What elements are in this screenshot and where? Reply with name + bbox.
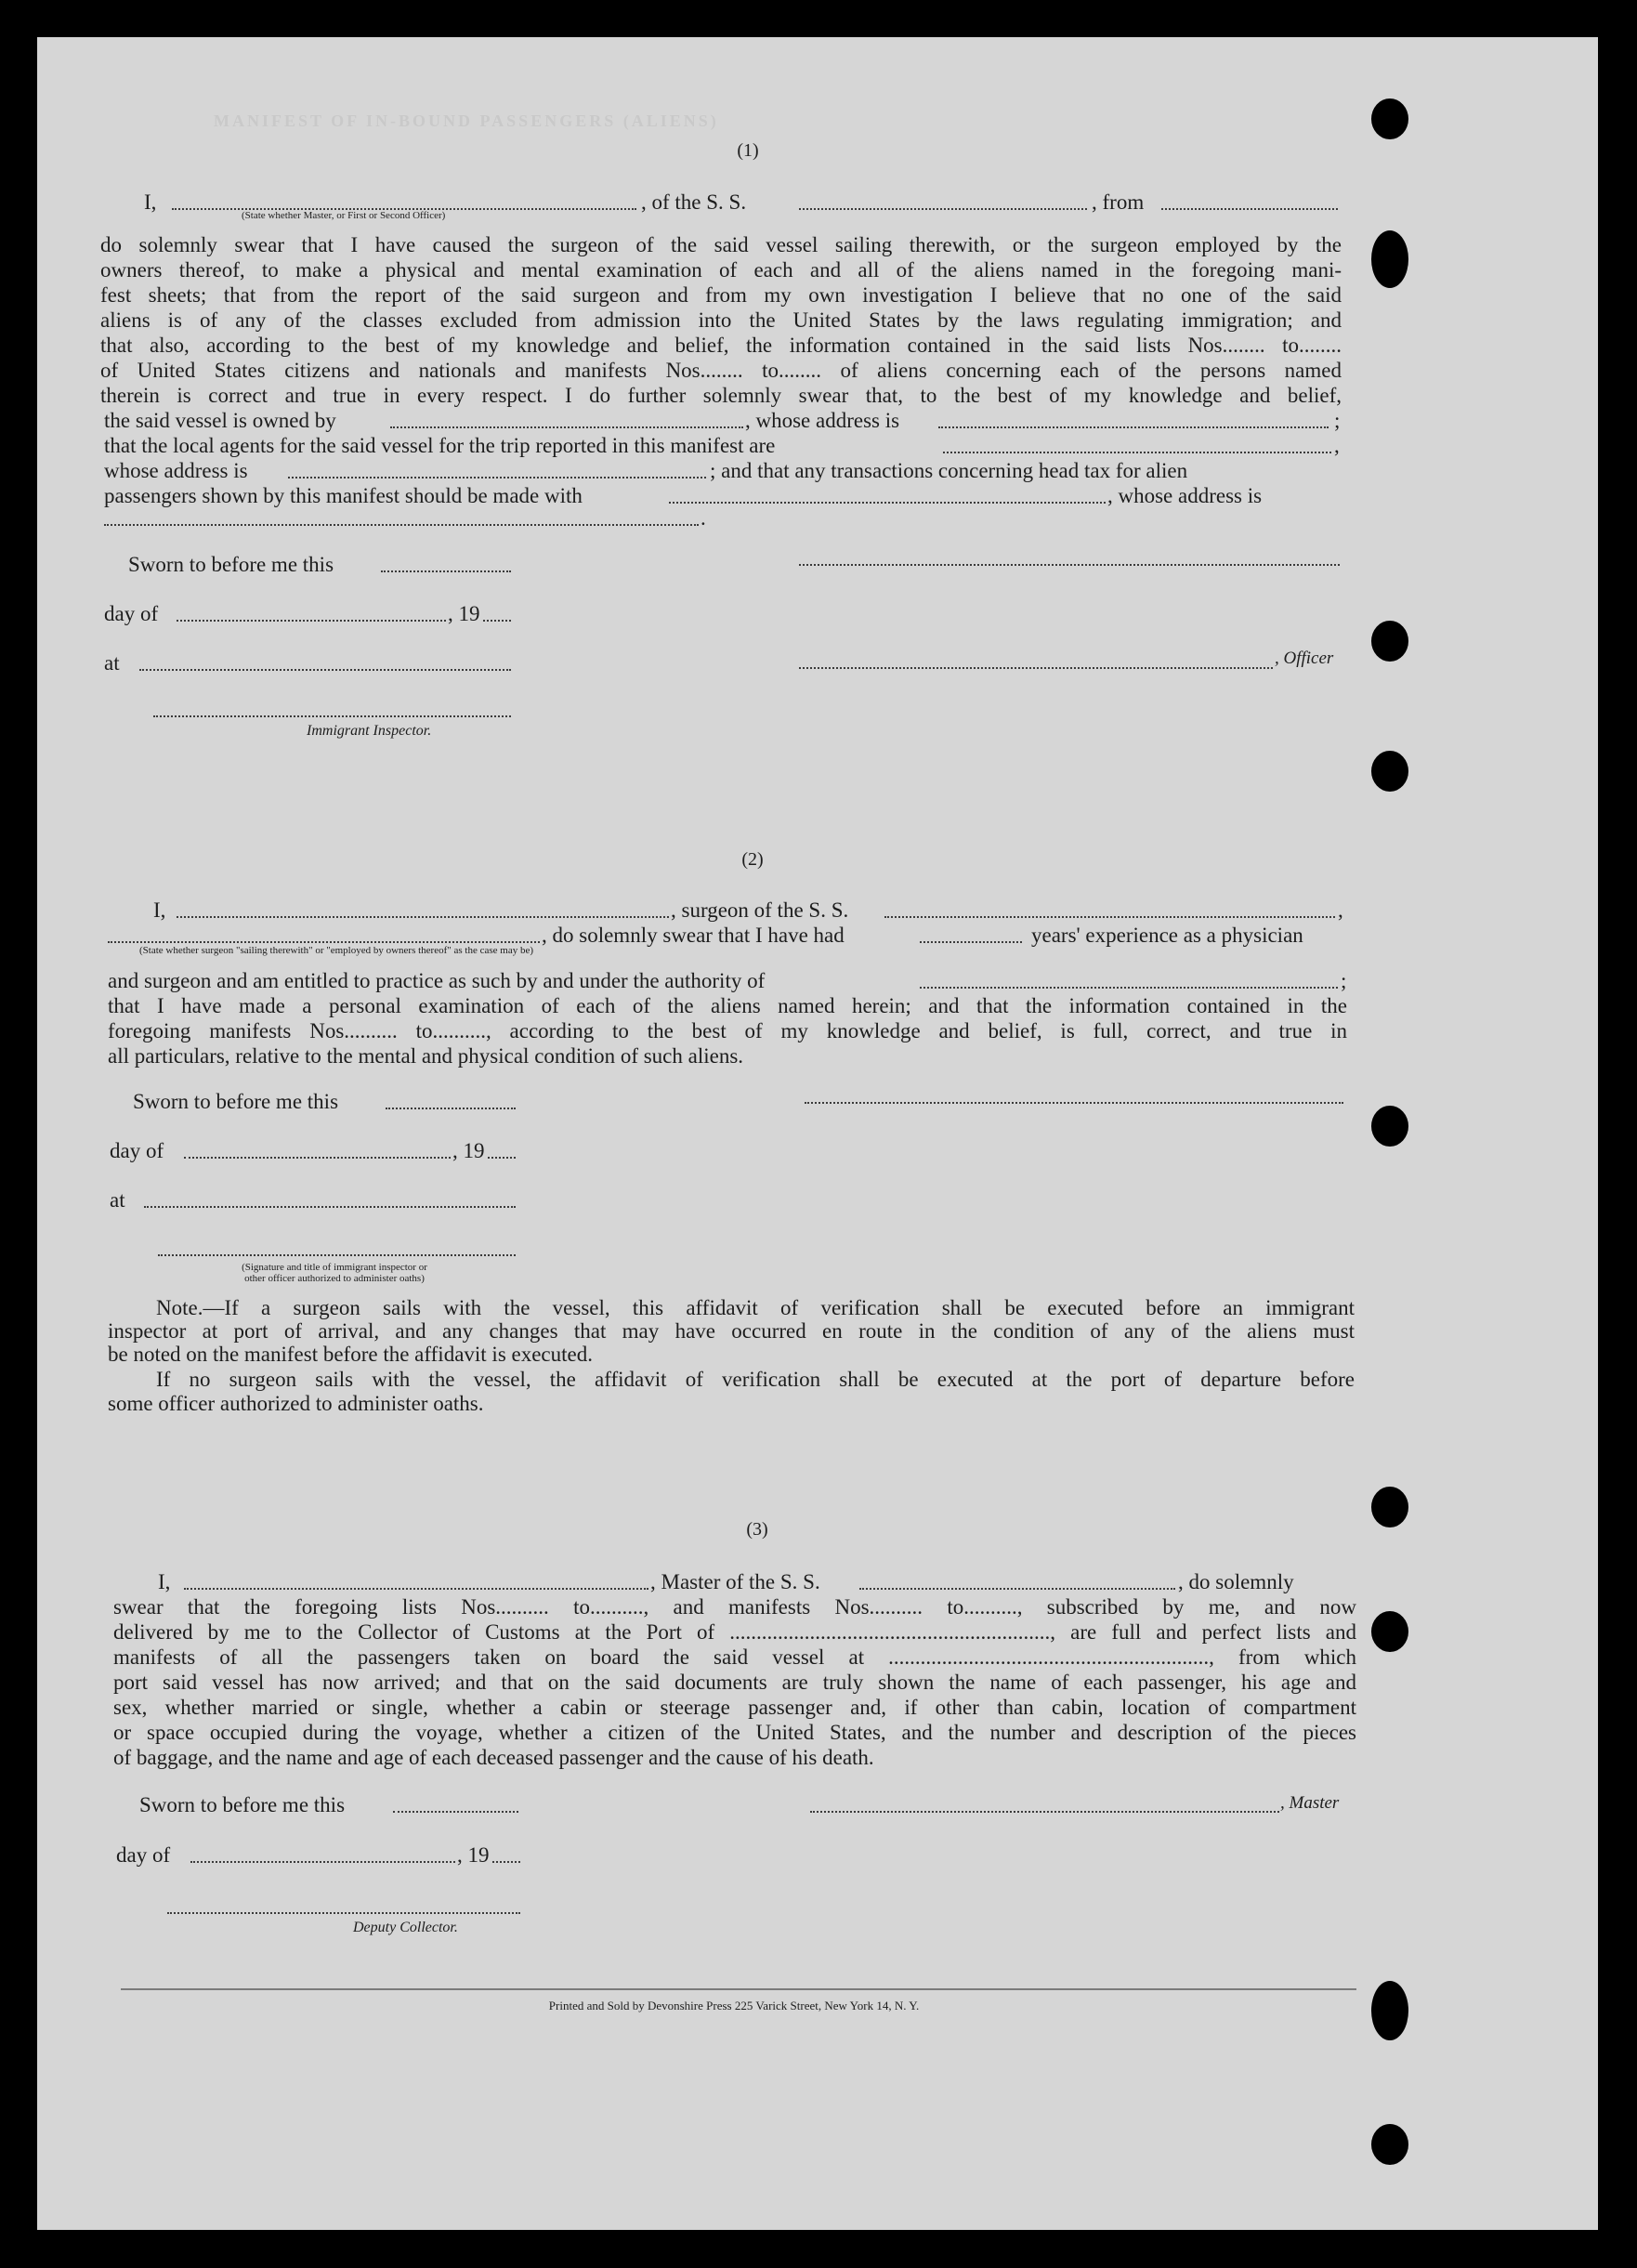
sec1-line-1: do solemnly swear that I have caused the surgeon of the said vessel sailing therewith, or the surgeon employed by the bbox=[100, 233, 1342, 256]
sec1-of-ss: , of the S. S. bbox=[641, 190, 747, 214]
sec2-day-blank[interactable] bbox=[184, 1157, 451, 1159]
sec3-master-label: , Master bbox=[1280, 1793, 1340, 1813]
sec1-line-7: therein is correct and true in every respect. I do further solemnly swear that, to the best of my knowledge and belief, bbox=[100, 384, 1342, 407]
sec3-year: , 19 bbox=[457, 1843, 490, 1867]
sec3-day-blank[interactable] bbox=[190, 1861, 455, 1863]
sec3-name-blank[interactable] bbox=[184, 1588, 648, 1590]
sec1-year-blank[interactable] bbox=[483, 620, 511, 622]
sec1-officer-note: (State whether Master, or First or Second Officer) bbox=[242, 210, 446, 221]
sec2-year: , 19 bbox=[452, 1139, 485, 1162]
sec3-line-7: of baggage, and the name and age of each deceased passenger and the cause of his death. bbox=[113, 1746, 874, 1769]
sec2-note-line-2: inspector at port of arrival, and any changes that may have occurred en route in the condition of any of the aliens must bbox=[108, 1319, 1355, 1343]
binder-hole bbox=[1371, 621, 1408, 662]
sec1-officer-blank[interactable] bbox=[799, 667, 1273, 669]
sec3-master-of: , Master of the S. S. bbox=[650, 1570, 820, 1593]
sec3-solemnly: , do solemnly bbox=[1178, 1570, 1294, 1593]
sec1-address-continued-blank[interactable] bbox=[104, 524, 699, 526]
sec1-vessel-blank[interactable] bbox=[799, 208, 1087, 210]
sec2-inspector-blank[interactable] bbox=[158, 1254, 516, 1256]
sec2-surgeon-of: , surgeon of the S. S. bbox=[671, 898, 849, 922]
sec3-line-3: manifests of all the passengers taken on board the said vessel at ............................................................, from which bbox=[113, 1645, 1356, 1669]
sec2-note-line-1: Note.—If a surgeon sails with the vessel, this affidavit of verification shall be executed before an immigrant bbox=[156, 1296, 1355, 1319]
sec3-line-1: swear that the foregoing lists Nos.......... to.........., and manifests Nos.......... to.........., subscribed by me, and now bbox=[113, 1595, 1356, 1619]
sec1-at-blank[interactable] bbox=[139, 669, 511, 671]
binder-hole bbox=[1371, 2124, 1408, 2165]
sec2-at: at bbox=[110, 1188, 125, 1212]
sec2-authority-blank[interactable] bbox=[920, 987, 1338, 989]
sec3-collector-label: Deputy Collector. bbox=[353, 1920, 458, 1935]
section-2-number: (2) bbox=[741, 849, 764, 870]
sec3-master-signature-blank[interactable] bbox=[810, 1811, 1279, 1813]
footer-rule bbox=[121, 1988, 1356, 1990]
sec1-inspector-blank[interactable] bbox=[153, 715, 511, 717]
binder-hole bbox=[1371, 751, 1408, 792]
sec3-day-of: day of bbox=[116, 1843, 171, 1867]
sec2-at-blank[interactable] bbox=[144, 1206, 516, 1208]
sec1-inspector-label: Immigrant Inspector. bbox=[307, 723, 432, 739]
sec1-line-4: aliens is of any of the classes excluded from admission into the United States by the laws regulating immigration; and bbox=[100, 308, 1342, 332]
sec2-line-1: that I have made a personal examination of each of the aliens named herein; and that the information contained in the bbox=[108, 994, 1347, 1017]
sec1-whose-address: , whose address is bbox=[745, 409, 900, 432]
sec2-signature-blank[interactable] bbox=[805, 1102, 1343, 1104]
sec1-local-agents: that the local agents for the said vessel for the trip reported in this manifest are bbox=[104, 434, 776, 457]
sec2-type-blank[interactable] bbox=[108, 941, 540, 943]
sec1-year: , 19 bbox=[448, 602, 480, 625]
sec1-whose-address-is: whose address is bbox=[104, 459, 248, 482]
printer-imprint: Printed and Sold by Devonshire Press 225 Varick Street, New York 14, N. Y. bbox=[548, 1999, 920, 2012]
sec3-i: I, bbox=[158, 1570, 171, 1593]
sec2-sworn-blank[interactable] bbox=[386, 1108, 516, 1109]
sec1-sworn-blank[interactable] bbox=[381, 570, 511, 572]
section-3-number: (3) bbox=[746, 1519, 768, 1540]
sec2-signature-note-1: (Signature and title of immigrant inspector or bbox=[242, 1262, 427, 1273]
sec2-i: I, bbox=[153, 898, 166, 922]
sec1-sworn: Sworn to before me this bbox=[128, 553, 334, 576]
sec3-line-6: or space occupied during the voyage, whether a citizen of the United States, and the number and description of the pieces bbox=[113, 1721, 1356, 1744]
sec2-vessel-blank[interactable] bbox=[884, 916, 1335, 918]
sec1-passengers: passengers shown by this manifest should be made with bbox=[104, 484, 583, 507]
sec1-head-tax: ; and that any transactions concerning head tax for alien bbox=[710, 459, 1188, 482]
sec3-sworn-blank[interactable] bbox=[393, 1811, 518, 1813]
binder-hole bbox=[1371, 230, 1408, 288]
sec2-solemnly: , do solemnly swear that I have had bbox=[542, 924, 845, 947]
sec2-year-blank[interactable] bbox=[488, 1157, 516, 1159]
sec3-line-4: port said vessel has now arrived; and that on the said documents are truly shown the name of each passenger, his age and bbox=[113, 1671, 1356, 1694]
sec1-i: I, bbox=[144, 190, 157, 214]
sec1-line-3: fest sheets; that from the report of the said surgeon and from my own investigation I believe that no one of the said bbox=[100, 283, 1342, 307]
sec1-officer-label: , Officer bbox=[1275, 649, 1334, 668]
sec1-owner-address-blank[interactable] bbox=[938, 426, 1329, 428]
sec2-surgeon-note: (State whether surgeon "sailing therewith" or "employed by owners thereof" as the case may be) bbox=[139, 945, 534, 956]
sec2-years-blank[interactable] bbox=[920, 941, 1022, 943]
sec1-signature-blank[interactable] bbox=[799, 564, 1340, 566]
sec2-note-line-3: be noted on the manifest before the affidavit is executed. bbox=[108, 1343, 593, 1366]
form-page: MANIFEST OF IN-BOUND PASSENGERS (ALIENS) (1) I, , of the S. S. , from (State whether Master, or First or Second Officer) do solemnly swear that I have caused the surgeon of the said vessel sailing therewith, or the surgeon employed by the owners thereof, to make a physical and mental examination of each and all of the aliens named in the foregoing mani- fest sheets; that from the report of the said surgeon and from my own investigation I believe that no one of the said aliens is of any of the classes excluded from admission into the United States by the laws regulating immigration; and that also, according to the best of my knowledge and belief, the information contained in the said lists Nos........ to........ of United States citizens and nationals and manifests Nos........ to........ of aliens concerning each of the persons named therein is correct and true in every respect. I do further solemnly swear that, to the best of my knowledge and belief, the said vessel is owned by , whose address is ; that the local agents for the said vessel for the trip reported in this manifest are , whose address is ; and that any transactions concerning head tax for alien passengers shown by this manifest should be made with , whose address is . Sworn to before me this day of , 19 at , Officer Immigrant Inspector. (2) I, , surgeon of the S. S. , , do solemnly swear that I have had years' experience as a physician (State whether surgeon "sailing therewith" or "employed by owners thereof" as the case may be) and surgeon and am entitled to practice as such by and under the authority of ; that I have made a personal examination of each of the aliens named herein; and that the information contained in the foregoing manifests Nos.......... to.........., according to the best of my knowledge and belief, is full, correct, and true in all particulars, relative to the mental and physical condition of such aliens. Sworn to before me this day of , 19 at (Signature and title of immigrant inspector or other officer authorized to administer oaths) Note.—If a surgeon sails with the vessel, this affidavit of verification shall be executed before an immigrant inspector at port of arrival, and any changes that may have occurred en route in the condition of any of the aliens must be noted on the manifest before the affidavit is executed. If no surgeon sails with the vessel, the affidavit of verification shall be executed at the port of departure before some officer authorized to administer oaths. (3) I, , Master of the S. S. , do solemnly swear that the foregoing lists Nos.......... to.........., and manifests Nos.......... to.........., subscribed by me, and now delivered by me to the Collector of Customs at the Port of ............................................................, are full and perfect lists and manifests of all the passengers taken on board the said vessel at ............................................................, from which port said vessel has now arrived; and that on the said documents are truly shown the name of each passenger, his age and sex, whether married or single, whether a cabin or steerage passenger and, if other than cabin, location of compartment or space occupied during the voyage, whether a citizen of the United States, and the number and description of the pieces of baggage, and the name and age of each deceased passenger and the cause of his death. Sworn to before me this , Master day of , 19 Deputy Collector. Printed and Sold by Devonshire Press 225 Varick Street, New York 14, N. Y. bbox=[37, 37, 1598, 2230]
sec1-agents-blank[interactable] bbox=[943, 452, 1331, 453]
sec2-sworn: Sworn to before me this bbox=[133, 1090, 339, 1113]
sec1-line-5: that also, according to the best of my knowledge and belief, the information contained in the said lists Nos........ to........ bbox=[100, 334, 1342, 357]
sec2-signature-note-2: other officer authorized to administer oaths) bbox=[244, 1273, 425, 1284]
binder-hole bbox=[1371, 1611, 1408, 1652]
faded-header: MANIFEST OF IN-BOUND PASSENGERS (ALIENS) bbox=[214, 111, 719, 130]
sec1-head-tax-blank[interactable] bbox=[669, 502, 1106, 504]
binder-hole bbox=[1371, 1106, 1408, 1147]
sec3-line-2: delivered by me to the Collector of Customs at the Port of ............................................................, are full and perfect lists and bbox=[113, 1620, 1356, 1644]
binder-hole bbox=[1371, 98, 1408, 139]
sec3-vessel-blank[interactable] bbox=[859, 1588, 1175, 1590]
sec2-note2-line-1: If no surgeon sails with the vessel, the affidavit of verification shall be executed at the port of departure before bbox=[156, 1368, 1355, 1391]
sec1-owner-blank[interactable] bbox=[390, 426, 743, 428]
section-1-number: (1) bbox=[737, 140, 759, 161]
binder-hole bbox=[1371, 1487, 1408, 1527]
sec2-authority: and surgeon and am entitled to practice as such by and under the authority of bbox=[108, 969, 766, 992]
sec1-day-blank[interactable] bbox=[177, 620, 446, 622]
sec1-from-blank[interactable] bbox=[1161, 208, 1338, 210]
sec2-years: years' experience as a physician bbox=[1031, 924, 1303, 947]
sec2-note2-line-2: some officer authorized to administer oaths. bbox=[108, 1392, 484, 1415]
sec3-year-blank[interactable] bbox=[492, 1861, 520, 1863]
sec1-at: at bbox=[104, 651, 120, 675]
sec2-line-3: all particulars, relative to the mental and physical condition of such aliens. bbox=[108, 1044, 744, 1068]
sec1-whose-address-2: , whose address is bbox=[1107, 484, 1263, 507]
sec3-sworn: Sworn to before me this bbox=[139, 1793, 346, 1816]
sec1-agents-address-blank[interactable] bbox=[288, 477, 706, 479]
sec3-collector-blank[interactable] bbox=[167, 1912, 520, 1914]
sec2-name-blank[interactable] bbox=[177, 916, 669, 918]
sec1-day-of: day of bbox=[104, 602, 159, 625]
sec2-line-2: foregoing manifests Nos.......... to.........., according to the best of my knowledge and belief, is full, correct, and true in bbox=[108, 1019, 1347, 1042]
binder-hole bbox=[1371, 1981, 1408, 2040]
sec1-line-2: owners thereof, to make a physical and mental examination of each and all of the aliens named in the foregoing mani- bbox=[100, 258, 1342, 282]
sec1-from: , from bbox=[1092, 190, 1145, 214]
sec1-owned-by: the said vessel is owned by bbox=[104, 409, 336, 432]
sec1-line-6: of United States citizens and nationals and manifests Nos........ to........ of aliens concerning each of the persons named bbox=[100, 359, 1342, 382]
sec2-day-of: day of bbox=[110, 1139, 164, 1162]
sec3-line-5: sex, whether married or single, whether a cabin or steerage passenger and, if other than cabin, location of compartment bbox=[113, 1696, 1356, 1719]
